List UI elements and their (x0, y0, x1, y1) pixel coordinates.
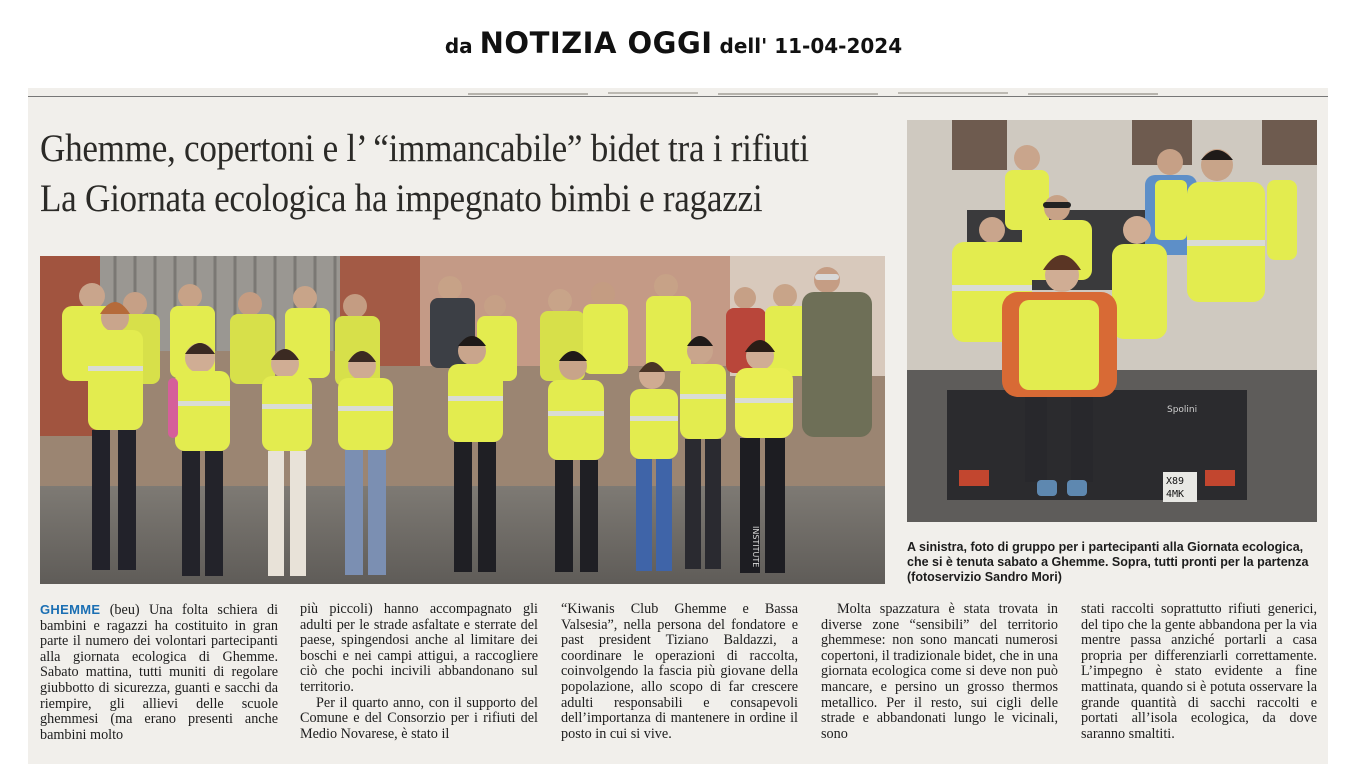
shutter-left (952, 120, 1007, 170)
column-2-paragraph-1: più piccoli) hanno accompagnato gli adulti per le strade asfaltate e sterrate del paese, spingendosi anche al limitare dei boschi e nei campi attigui, a raccogliere ciò che pochi incivili abbandonano sul territorio. (300, 601, 538, 695)
truck-photo (907, 120, 1317, 522)
plate-bottom: 4MK (1166, 489, 1185, 500)
plate-top: X89 (1166, 476, 1185, 487)
article-column-3: “Kiwanis Club Ghemme e Bassa Valsesia”, nella persona del fondatore e past president Tiziano Baldazzi, a coordinare le operazioni di raccolta, coinvolgendo la fascia più giovane della popolazione, allo scopo di far crescere adulti responsabili e consapevoli dell’importanza di mantenere in ordine il posto in cui si vive. (561, 601, 798, 742)
shirt-text: INSTITUTE (751, 526, 760, 568)
article-column-5: stati raccolti soprattutto rifiuti generici, del tipo che la gente abbandona per la via mentre passa anziché portarli a casa propria per differenziarli correttamente. L’impegno è stato evidente a fine mattinata, quando si è potuta osservare la grande quantità di sacchi raccolti e portati all’isola ecologica, da dove saranno smaltiti. (1081, 601, 1317, 742)
bleed-through-marks (468, 88, 1168, 100)
article-subtitle: La Giornata ecologica ha impegnato bimbi e ragazzi (40, 177, 763, 220)
source-date: dell' 11-04-2024 (719, 34, 903, 58)
column-2-paragraph-2: Per il quarto anno, con il supporto del Comune e del Consorzio per i rifiuti del Medio Novarese, è stato il (300, 694, 538, 742)
column-4-text: Molta spazzatura è stata trovata in diverse zone “sensibili” del territorio ghemmese: non sono mancati numerosi copertoni, il tradizionale bidet, che in una giornata ecologica come si deve non può mancare, e persino un grosso thermos metallico. Per il resto, sui cigli delle strade e abbandonati lungo le vicinali, sono (821, 601, 1058, 742)
source-line (0, 26, 1347, 60)
bleed-through-text (468, 88, 1168, 100)
byline: (beu) (109, 602, 140, 618)
dateline: GHEMME (40, 602, 101, 617)
tail-light-right (1205, 470, 1235, 486)
article-column-2 (300, 602, 538, 742)
newspaper-clipping (28, 88, 1328, 764)
source-paper-name: NOTIZIA OGGI (479, 26, 713, 60)
photo-caption: A sinistra, foto di gruppo per i partecipanti alla Giornata ecologica, che si è tenuta sabato a Ghemme. Sopra, tutti pronti per la partenza (fotoservizio Sandro Mori) (907, 540, 1309, 584)
article-title: Ghemme, copertoni e l’ “immancabile” bidet tra i rifiuti (40, 127, 809, 170)
article-column-1 (40, 602, 278, 743)
headline (40, 124, 900, 224)
truck-brand: Spolini (1167, 405, 1198, 415)
group-photo-illustration (40, 256, 885, 584)
truck-photo-illustration (907, 120, 1317, 522)
column-1-text: Una folta schiera di bambini e ragazzi ha costituito in gran parte il numero dei volontari partecipanti alla giornata ecologica di Ghemme. Sabato mattina, tutti muniti di regolare giubbotto di sicurezza, guanti e sacchi da riempire, gli allievi delle scuole ghemmesi (ma erano presenti anche bambini molto (40, 602, 279, 743)
article-column-4 (821, 602, 1058, 742)
source-prefix: da (444, 34, 473, 58)
group-photo (40, 256, 885, 584)
shutter-right (1262, 120, 1317, 165)
truck-tailgate (947, 390, 1247, 500)
tail-light-left (959, 470, 989, 486)
